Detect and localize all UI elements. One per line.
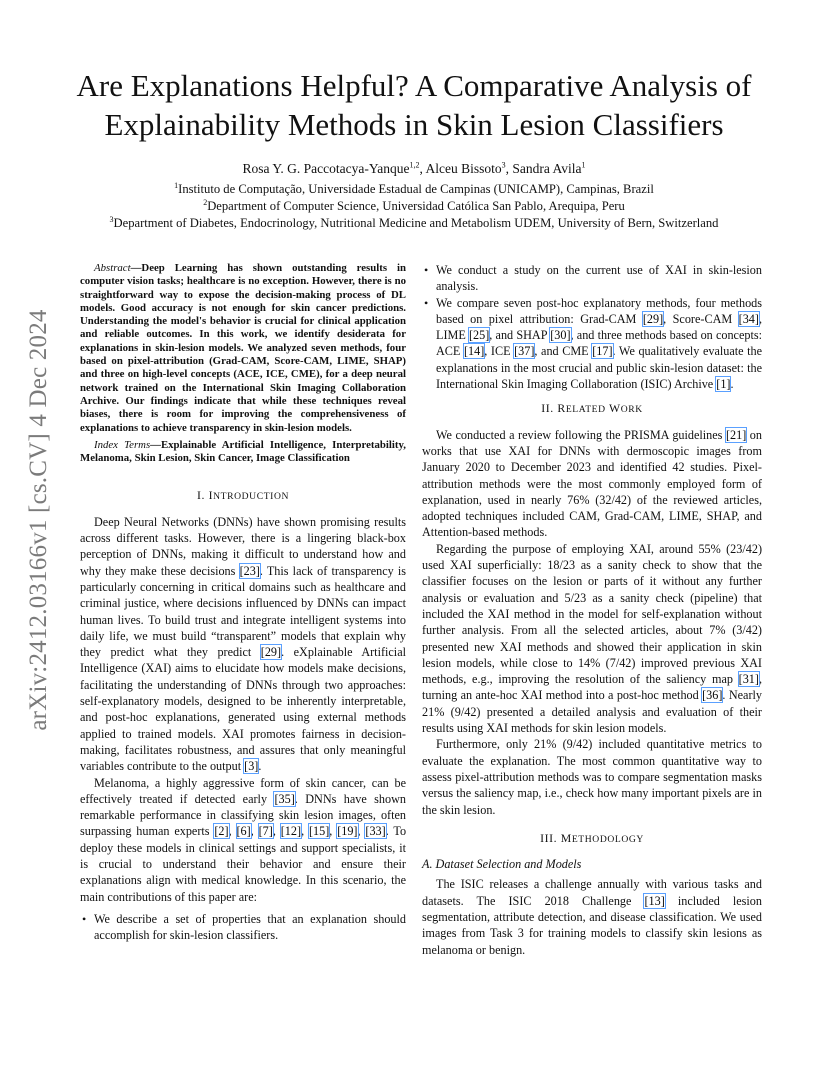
author-2: Alceu Bissoto [425, 161, 502, 176]
abstract [80, 262, 406, 435]
related-text: , turning an ante-hoc XAI method into a post-hoc method [422, 672, 762, 703]
contribution-item [422, 295, 762, 393]
left-column [80, 262, 406, 943]
paper-title: Are Explanations Helpful? A Comparative Analysis of Explainability Methods in Skin Lesion Classifiers [76, 68, 752, 142]
author-list: Rosa Y. G. Paccotacya-Yanque$^{1,2}$, Alceu Bissoto$^3$, Sandra Avila$^1$ [242, 160, 586, 176]
citation-link[interactable]: [23] [239, 563, 260, 578]
intro-text: . To deploy these models in clinical settings and support specialists, it is crucial to understand their behavior and ensure their explanations align with medical knowledge. In this scenario, the main contributions of this paper are: [80, 824, 407, 904]
citation-link[interactable]: [21] [725, 427, 747, 442]
contribution-item: • We describe a set of properties that an explanation should accomplish for skin-lesion classifiers. [80, 911, 406, 944]
affiliation-2-marker: 2 [203, 197, 208, 207]
contribution-text: , and three methods based on concepts: ACE [436, 328, 762, 359]
author-3: Sandra Avila [512, 161, 582, 176]
author-3-affil: 1 [581, 160, 586, 170]
arxiv-identifier [24, 290, 54, 750]
citation-link[interactable]: [29] [642, 311, 664, 326]
method-paragraph-1 [422, 876, 762, 957]
subsection-heading-dataset: A. Dataset Selection and Models [422, 857, 582, 872]
citation-link[interactable]: [3] [244, 759, 259, 774]
citation-link[interactable]: [17] [592, 344, 613, 359]
related-text: We conducted a review following the PRISMA guidelines [436, 427, 726, 442]
affiliation-3-text: Department of Diabetes, Endocrinology, Nutritional Medicine and Metabolism UDEM, University of Bern, Switzerland [113, 216, 719, 230]
contribution-text: . We qualitatively evaluate the explanations in the most crucial and public skin-lesion dataset: the International Skin Imaging Collaboration (ISIC) Archive [436, 344, 763, 392]
contribution-text: , and CME [534, 344, 593, 359]
intro-text: . DNNs have shown remarkable performance in classifying skin lesion images, often surpassing human experts [80, 791, 406, 839]
arxiv-identifier-text: arXiv:2412.03166v1 [cs.CV] 4 Dec 2024 [25, 309, 52, 731]
right-column [422, 262, 762, 958]
citation-link[interactable]: [34] [738, 311, 759, 326]
method-text: included lesion segmentation, attribute detection, and disease classification. We used images from Task 3 for training models to classify skin lesions as melanoma or benign. [422, 893, 762, 957]
author-2-affil: 3 [501, 160, 506, 170]
intro-text: . [258, 759, 262, 774]
section-heading-methodology: III. METHODOLOGY [540, 830, 644, 845]
contribution-list-continued [422, 262, 762, 392]
index-terms-text: —Explainable Artificial Intelligence, Interpretability, Melanoma, Skin Lesion, Skin Cancer, Image Classification [80, 438, 406, 465]
abstract-label: Abstract [94, 262, 131, 274]
contribution-text: We compare seven post-hoc explanatory methods, four methods based on pixel attribution: Grad-CAM [436, 295, 762, 326]
related-text: Regarding the purpose of employing XAI, around 55% (23/42) used XAI superficially: 18/23 as a sanity check to show that the classifier focuses on the lesion or parts of it without any further analysis or evaluation and 5/23 as a sanity check (pipeline) that included the XAI method in the model for self-explanation without further analysis. From all the selected articles, about 7% (3/42) presented new XAI methods and showed their application in skin lesion models, while close to 14% (7/42) improved previous XAI methods, e.g., improving the resolution of the saliency map [422, 541, 762, 687]
affiliation-2-text: Department of Computer Science, Universidad Católica San Pablo, Arequipa, Peru [207, 199, 625, 213]
intro-text: . eXplainable Artificial Intelligence (XAI) aims to elucidate how models make decisions, facilitating the understanding of DNNs through two approaches: self-explanatory models, designed to be inherently interpretable, and post-hoc explanations, generated using external methods applied to trained models. XAI promotes fairness in decision-making, facilitates robustness, and assures that only meaningful variables contribute to the output [80, 645, 406, 774]
section-heading-introduction: I. INTRODUCTION [196, 488, 290, 503]
affiliation-1-marker: 1 [174, 180, 179, 190]
citation-link[interactable]: [19] [337, 824, 358, 839]
method-text: The ISIC releases a challenge annually with various tasks and datasets. The ISIC 2018 Challenge [422, 877, 762, 908]
intro-paragraph-1 [80, 514, 406, 775]
citation-link[interactable]: [12] [280, 824, 302, 839]
citation-link[interactable]: [13] [644, 893, 665, 908]
contribution-text: , ICE [484, 344, 515, 359]
author-1: Rosa Y. G. Paccotacya-Yanque [242, 161, 410, 176]
contribution-text: , Score-CAM [663, 311, 739, 326]
citation-link[interactable]: [31] [738, 672, 759, 687]
contribution-text: , and SHAP [489, 328, 551, 343]
citation-link[interactable]: [37] [514, 344, 535, 359]
contribution-item: • We conduct a study on the current use of XAI in skin-lesion analysis. [422, 262, 762, 295]
citation-link[interactable]: [30] [550, 328, 571, 343]
affiliation-1 [40, 181, 788, 197]
related-paragraph-2 [422, 541, 762, 737]
section-heading-related-work: II. RELATED WORK [541, 401, 643, 416]
related-text: . Nearly 21% (9/42) presented a detailed analysis and evaluation of their results using XAI methods for skin lesion models. [422, 688, 762, 736]
citation-link[interactable]: [25] [468, 328, 490, 343]
contribution-text: . [730, 377, 734, 392]
citation-link[interactable]: [1] [716, 377, 731, 392]
index-terms [80, 439, 406, 466]
related-paragraph-3: Furthermore, only 21% (9/42) included quantitative metrics to evaluate the explanation. The most common quantitative way to assess pixel-attribution methods was to compare segmentation masks versus the saliency map, i.e., check how many important pixels are in the skin lesion. [422, 737, 762, 817]
citation-link[interactable]: [7] [258, 824, 273, 839]
intro-paragraph-2: Melanoma, a highly aggressive form of skin cancer, can be effectively treated if detected early [35]. DNNs have shown remarkable performance in classifying skin lesion images, often surpassing human experts [2], [6], [7], [12], [15], [19], [33]. To deploy these models in clinical settings and support specialists, it is crucial to understand their behavior and ensure their explanations align with medical knowledge. In this scenario, the main contributions of this paper are: [80, 775, 407, 904]
affiliation-3 [40, 215, 788, 231]
contribution-text: , LIME [436, 311, 763, 343]
intro-text: Melanoma, a highly aggressive form of skin cancer, can be effectively treated if detected early [80, 775, 406, 806]
affiliation-2 [40, 198, 788, 214]
citation-link[interactable]: [2] [214, 824, 229, 839]
citation-link[interactable]: [36] [702, 688, 723, 703]
intro-text: Deep Neural Networks (DNNs) have shown promising results across different tasks. However, there is a lingering black-box perception of DNNs, making it difficult to understand how and why they make these decisions [80, 514, 406, 578]
related-paragraph-1 [422, 427, 762, 541]
citation-link[interactable]: [6] [236, 824, 251, 839]
citation-link[interactable]: [29] [260, 645, 282, 660]
affiliation-1-text: Instituto de Computação, Universidade Estadual de Campinas (UNICAMP), Campinas, Brazil [178, 182, 654, 196]
citation-link[interactable]: [35] [274, 791, 295, 806]
intro-text: . This lack of transparency is particularly concerning in critical domains such as healthcare and criminal justice, where decisions influenced by DNNs can impact human lives. To build trust and integrate intelligent systems into daily life, we must build “transparent” models that explain why they predict what they predict [80, 563, 406, 660]
author-1-affil: 1,2 [409, 160, 420, 170]
index-terms-label: Index Terms [94, 438, 151, 451]
related-text: on works that use XAI for DNNs with dermoscopic images from January 2020 to December 2023 and identified 42 studies. Pixel-attribution methods were the most commonly employed form of explanation, used in nearly 76% (32/42) of the reviewed articles, adopted techniques included CAM, Grad-CAM, LIME, SHAP, and Attention-based methods. [422, 427, 762, 540]
citation-link[interactable]: [33] [365, 824, 386, 839]
affiliation-3-marker: 3 [109, 214, 114, 224]
citation-link[interactable]: [15] [308, 824, 330, 839]
contribution-list [80, 911, 406, 944]
abstract-text: —Deep Learning has shown outstanding results in computer vision tasks; healthcare is no exception. However, there is no straightforward way to expose the decision-making process of DL models. Good accuracy is not enough for skin cancer predictions. Understanding the model's behavior is crucial for clinical application and reliable outcomes. In this work, we identify desiderata for explanations in skin-lesion models. We analyzed seven methods, four based on pixel-attribution (Grad-CAM, Score-CAM, LIME, SHAP) and three on high-level concepts (ACE, ICE, CME), for a deep neural network trained on the International Skin Imaging Collaboration Archive. Our findings indicate that while these techniques reveal biases, there is room for improving the comprehensiveness of explanations to achieve transparency in skin-lesion models. [80, 262, 406, 434]
citation-link[interactable]: [14] [463, 344, 485, 359]
